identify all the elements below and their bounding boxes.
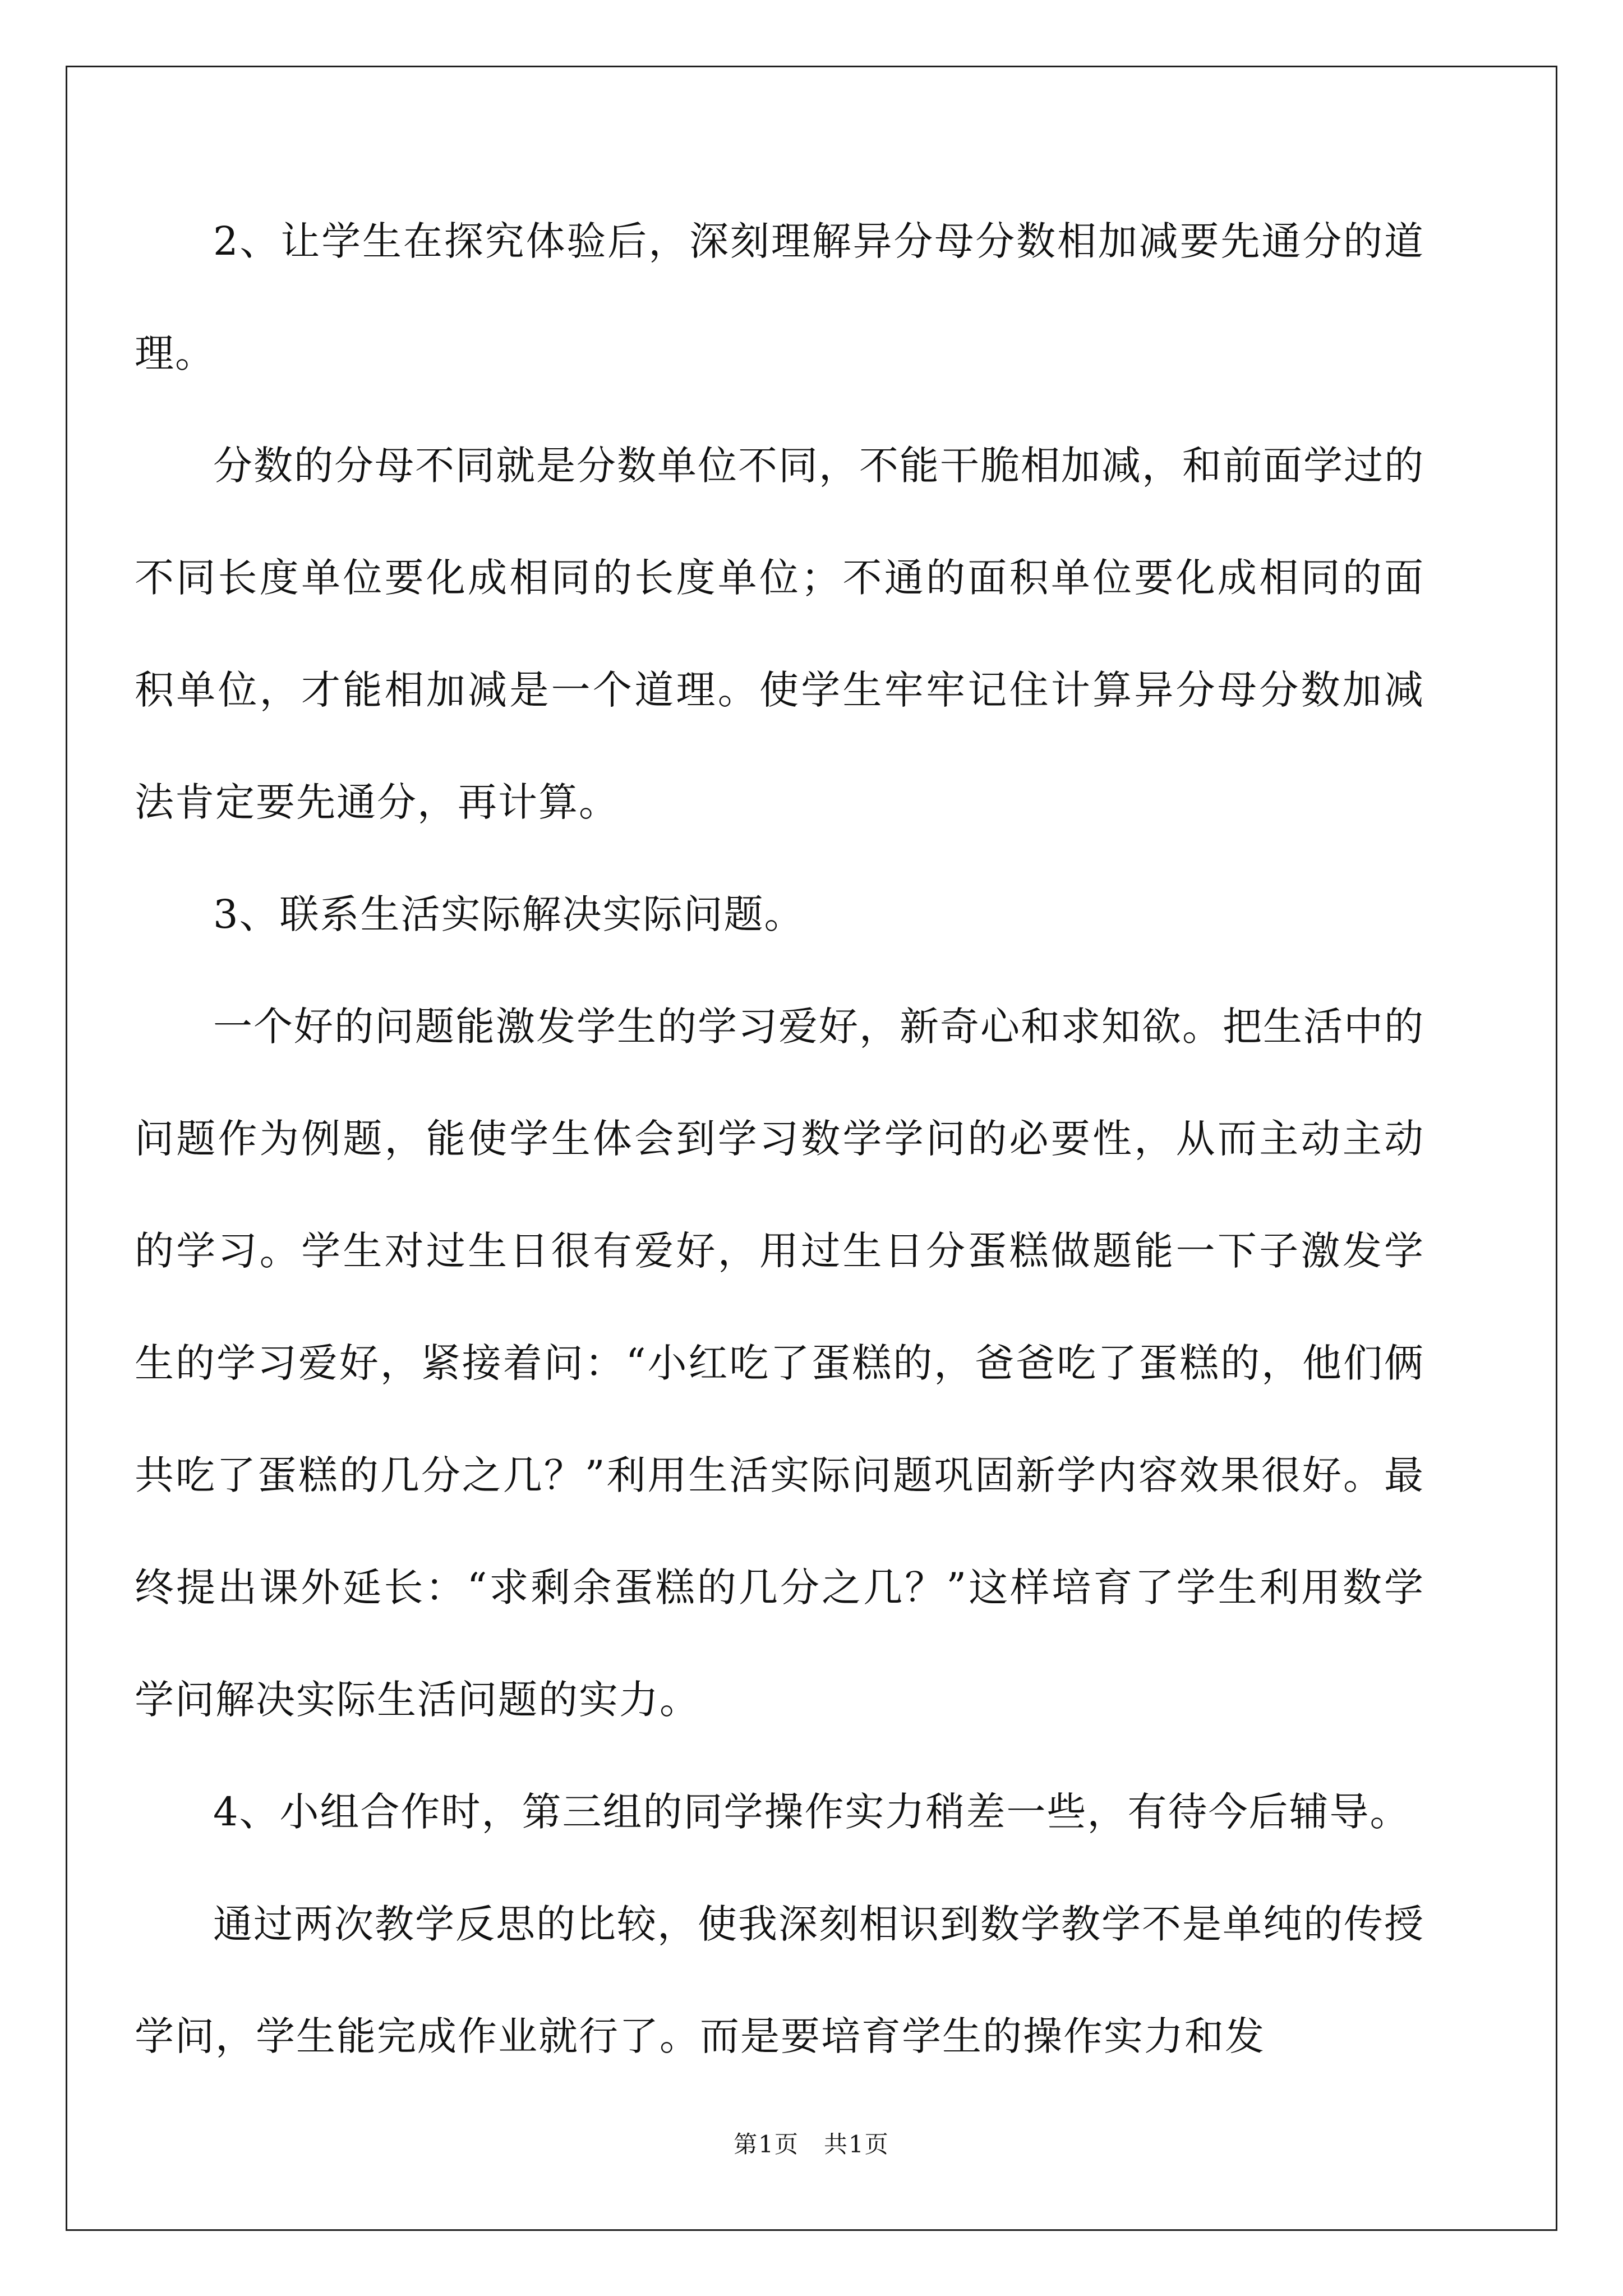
page-footer: 第1页 共1页 bbox=[734, 2131, 889, 2158]
paragraph-4: 一个好的问题能激发学生的学习爱好，新奇心和求知欲。把生活中的问题作为例题，能使学生体会到学习数学学问的必要性，从而主动主动的学习。学生对过生日很有爱好，用过生日分蛋糕做题能一下子激发学生的学习爱好，紧接着问：“小红吃了蛋糕的，爸爸吃了蛋糕的，他们俩共吃了蛋糕的几分之几？”利用生活实际问题巩固新学内容效果很好。最终提出课外延长：“求剩余蛋糕的几分之几？”这样培育了学生利用数学学问解决实际生活问题的实力。 bbox=[135, 1004, 1424, 1723]
paragraph-1: 2、让学生在探究体验后，深刻理解异分母分数相加减要先通分的道理。 bbox=[135, 218, 1424, 376]
paragraph-6: 通过两次教学反思的比较，使我深刻相识到数学教学不是单纯的传授学问，学生能完成作业就行了。而是要培育学生的操作实力和发 bbox=[135, 1901, 1424, 2059]
document-body bbox=[135, 185, 1424, 2092]
paragraph-5: 4、小组合作时，第三组的同学操作实力稍差一些，有待今后辅导。 bbox=[213, 1789, 1410, 1835]
paragraph-2: 分数的分母不同就是分数单位不同，不能干脆相加减，和前面学过的不同长度单位要化成相同的长度单位；不通的面积单位要化成相同的面积单位，才能相加减是一个道理。使学生牢牢记住计算异分母分数加减法肯定要先通分，再计算。 bbox=[135, 443, 1424, 825]
paragraph-3: 3、联系生活实际解决实际问题。 bbox=[213, 891, 805, 937]
